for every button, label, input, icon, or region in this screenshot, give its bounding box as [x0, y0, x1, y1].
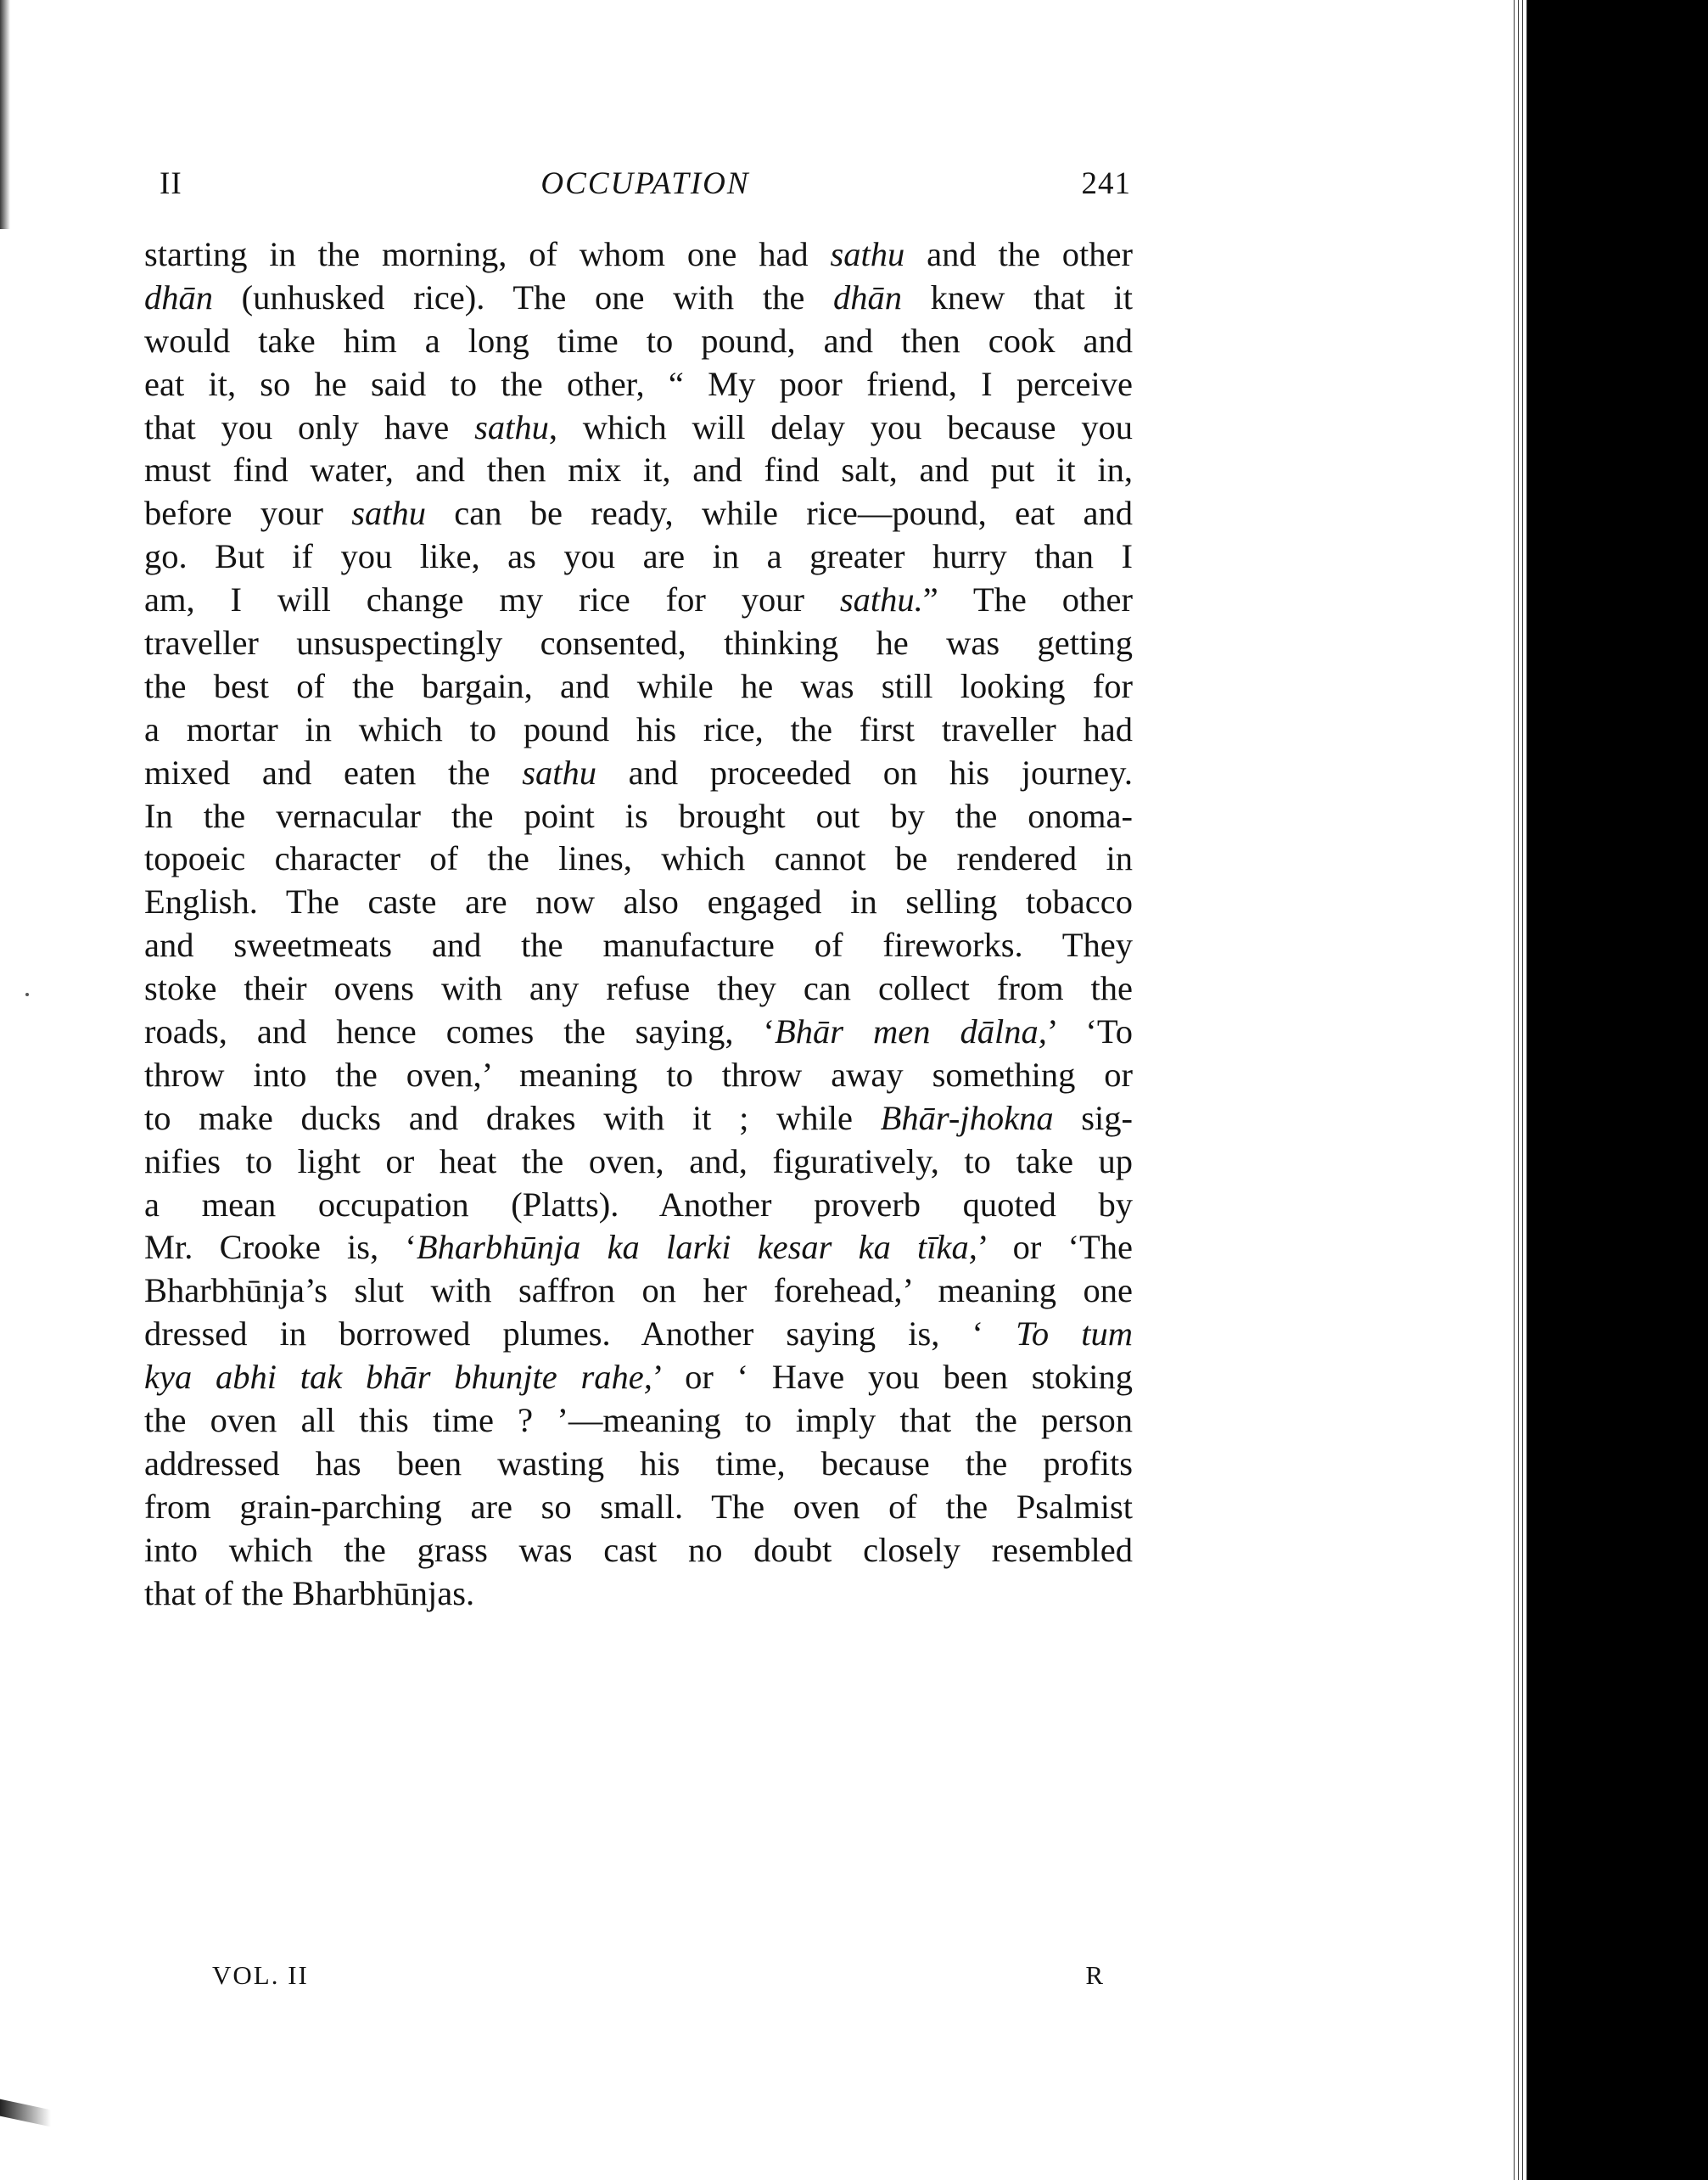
text-run: from grain-parching are so small. The oven of the Psalmist — [144, 1487, 1133, 1526]
text-run: go. But if you like, as you are in a greater hurry than I — [144, 537, 1133, 576]
text-line — [144, 1443, 1133, 1486]
text-run: Bharbhūnja’s slut with saffron on her forehead,’ meaning one — [144, 1271, 1133, 1310]
text-run: English. The caste are now also engaged in selling tobacco — [144, 883, 1133, 922]
text-line — [144, 1097, 1133, 1140]
text-run: ’ or ‘The — [977, 1228, 1134, 1267]
text-run: mixed and eaten the — [144, 753, 523, 792]
text-line — [144, 320, 1133, 363]
text-line — [144, 406, 1133, 450]
text-run: ” The other — [922, 580, 1133, 619]
text-run: ’ ‘To — [1046, 1012, 1133, 1051]
text-run: and the other — [904, 235, 1134, 273]
text-run: and sweetmeats and the manufacture of fireworks. They — [144, 926, 1133, 965]
text-line — [144, 1572, 1133, 1616]
italic-term: Bharbhūnja ka larki kesar ka tīka, — [416, 1228, 977, 1267]
volume-label: VOL. II — [212, 1960, 309, 1990]
text-run: the best of the bargain, and while he was still looking for — [144, 666, 1133, 705]
text-line — [144, 752, 1133, 795]
text-line — [144, 881, 1133, 924]
text-line — [144, 449, 1133, 492]
text-line — [144, 1140, 1133, 1184]
text-run: nifies to light or heat the oven, and, figuratively, to take up — [144, 1141, 1133, 1180]
scan-shadow-left — [0, 0, 10, 229]
italic-term: kya abhi tak bhār bhunjte rahe, — [144, 1358, 652, 1397]
chapter-number: II — [160, 166, 182, 201]
signature-mark: R — [1085, 1960, 1103, 1990]
italic-term: dhān — [832, 277, 902, 317]
italic-term: sathu — [474, 407, 549, 446]
text-run: Mr. Crooke is, ‘ — [144, 1228, 417, 1267]
text-run: topoeic character of the lines, which cannot be rendered in — [144, 839, 1133, 878]
text-line — [144, 363, 1133, 406]
text-run: and proceeded on his journey. — [596, 753, 1133, 792]
scan-shadow-bottom-left — [0, 2099, 51, 2127]
text-line — [144, 795, 1133, 838]
text-run: must find water, and then mix it, and find salt, and put it in, — [144, 451, 1133, 490]
text-line — [144, 967, 1133, 1011]
page-footer — [212, 1960, 1103, 1994]
text-run: sig- — [1053, 1098, 1134, 1137]
text-run: that of the Bharbhūnjas. — [144, 1573, 475, 1612]
text-run: into which the grass was cast no doubt closely resembled — [144, 1530, 1133, 1569]
text-run: eat it, so he said to the other, “ My poor friend, I perceive — [144, 364, 1133, 403]
text-run: ’ or ‘ Have you been stoking — [652, 1358, 1133, 1397]
text-line — [144, 492, 1133, 535]
text-line — [144, 1356, 1133, 1399]
text-run: to make ducks and drakes with it ; while — [144, 1098, 881, 1137]
text-line — [144, 1184, 1133, 1227]
text-line — [144, 277, 1133, 320]
italic-term: sathu — [522, 753, 596, 792]
text-run: , which will delay you because you — [548, 407, 1133, 446]
text-line — [144, 622, 1133, 665]
italic-term: dhān — [144, 277, 213, 317]
text-run: stoke their ovens with any refuse they can collect from the — [144, 969, 1133, 1008]
text-run: a mortar in which to pound his rice, the first traveller had — [144, 709, 1133, 748]
text-run: traveller unsuspectingly consented, thinking he was getting — [144, 624, 1133, 663]
text-line — [144, 924, 1133, 967]
text-run: (unhusked rice). The one with the — [213, 277, 833, 317]
text-run: addressed has been wasting his time, because the profits — [144, 1443, 1133, 1482]
body-paragraph — [144, 233, 1133, 1616]
text-line — [144, 1054, 1133, 1097]
running-head — [160, 165, 1131, 208]
text-run: a mean occupation (Platts). Another proverb quoted by — [144, 1185, 1133, 1224]
text-run: can be ready, while rice—pound, eat and — [425, 494, 1133, 533]
text-line — [144, 579, 1133, 622]
italic-term: sathu — [830, 235, 905, 273]
italic-term: To tum — [1016, 1314, 1133, 1353]
text-run: before your — [144, 494, 352, 533]
text-run: the oven all this time ? ’—meaning to imply that the person — [144, 1401, 1133, 1440]
scan-speck — [25, 993, 29, 996]
running-title: OCCUPATION — [540, 166, 750, 201]
text-line — [144, 1399, 1133, 1443]
italic-term: sathu — [351, 494, 426, 533]
text-run: knew that it — [901, 277, 1133, 317]
text-line — [144, 1226, 1133, 1269]
text-line — [144, 1486, 1133, 1529]
text-run: would take him a long time to pound, and then cook and — [144, 321, 1133, 360]
text-line — [144, 665, 1133, 709]
text-run: starting in the morning, of whom one had — [144, 235, 831, 273]
text-run: throw into the oven,’ meaning to throw away something or — [144, 1055, 1133, 1094]
text-line — [144, 709, 1133, 752]
text-line — [144, 1529, 1133, 1572]
text-run: roads, and hence comes the saying, ‘ — [144, 1012, 776, 1051]
text-run: In the vernacular the point is brought out by the onoma- — [144, 796, 1133, 835]
text-run: am, I will change my rice for your — [144, 580, 840, 619]
italic-term: sathu. — [839, 580, 923, 619]
text-line — [144, 838, 1133, 881]
italic-term: Bhār men dālna, — [775, 1012, 1047, 1051]
text-line — [144, 1011, 1133, 1054]
text-line — [144, 1269, 1133, 1313]
page-number: 241 — [1081, 166, 1131, 201]
text-line — [144, 233, 1133, 277]
text-line — [144, 1313, 1133, 1356]
italic-term: Bhār-jhokna — [880, 1098, 1054, 1137]
text-line — [144, 535, 1133, 579]
text-run: dressed in borrowed plumes. Another saying is, ‘ — [144, 1314, 1016, 1353]
text-run: that you only have — [144, 407, 475, 446]
scan-gutter-shadow — [1527, 0, 1708, 2180]
